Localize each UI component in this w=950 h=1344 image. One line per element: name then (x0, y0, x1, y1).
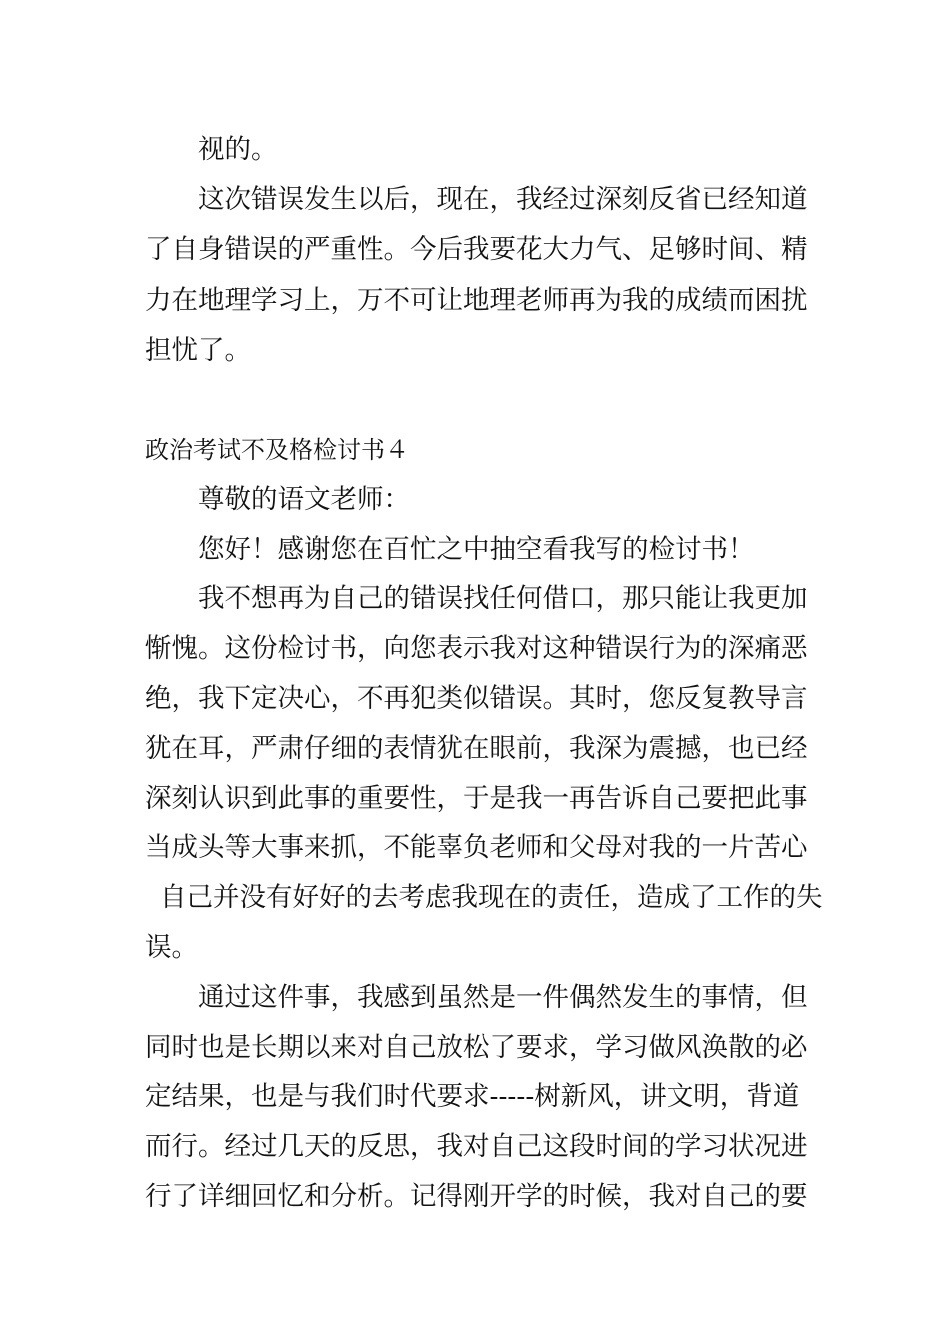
paragraph-line: 这次错误发生以后，现在，我经过深刻反省已经知道 (198, 184, 808, 215)
paragraph-line: 同时也是长期以来对自己放松了要求，学习做风涣散的必 (145, 1032, 808, 1063)
paragraph-line: 而行。经过几天的反思，我对自己这段时间的学习状况进 (145, 1131, 808, 1162)
paragraph-line: 视的。 (198, 134, 278, 165)
section-title: 政治考试不及格检讨书４ (145, 436, 409, 464)
paragraph-line: 绝，我下定决心，不再犯类似错误。其时，您反复教导言 (145, 683, 808, 714)
paragraph-line: 自己并没有好好的去考虑我现在的责任，造成了工作的失 (160, 882, 823, 913)
greeting: 您好！感谢您在百忙之中抽空看我写的检讨书！ (198, 534, 755, 565)
salutation: 尊敬的语文老师： (198, 484, 410, 515)
paragraph-line: 误。 (145, 932, 198, 963)
paragraph-line: 当成头等大事来抓，不能辜负老师和父母对我的一片苦心 (145, 832, 808, 863)
paragraph-line: 犹在耳，严肃仔细的表情犹在眼前，我深为震撼，也已经 (145, 733, 808, 764)
paragraph-line: 深刻认识到此事的重要性，于是我一再告诉自己要把此事 (145, 783, 808, 814)
paragraph-line: 力在地理学习上，万不可让地理老师再为我的成绩而困扰 (145, 285, 808, 316)
paragraph-line: 通过这件事，我感到虽然是一件偶然发生的事情，但 (198, 982, 808, 1013)
paragraph-line: 定结果，也是与我们时代要求-----树新风，讲文明，背道 (145, 1081, 800, 1112)
paragraph-line: 我不想再为自己的错误找任何借口，那只能让我更加 (198, 583, 808, 614)
paragraph-line: 担忧了。 (145, 335, 251, 366)
paragraph-line: 惭愧。这份检讨书，向您表示我对这种错误行为的深痛恶 (145, 633, 808, 664)
paragraph-line: 行了详细回忆和分析。记得刚开学的时候，我对自己的要 (145, 1181, 808, 1212)
paragraph-line: 了自身错误的严重性。今后我要花大力气、足够时间、精 (145, 234, 808, 265)
